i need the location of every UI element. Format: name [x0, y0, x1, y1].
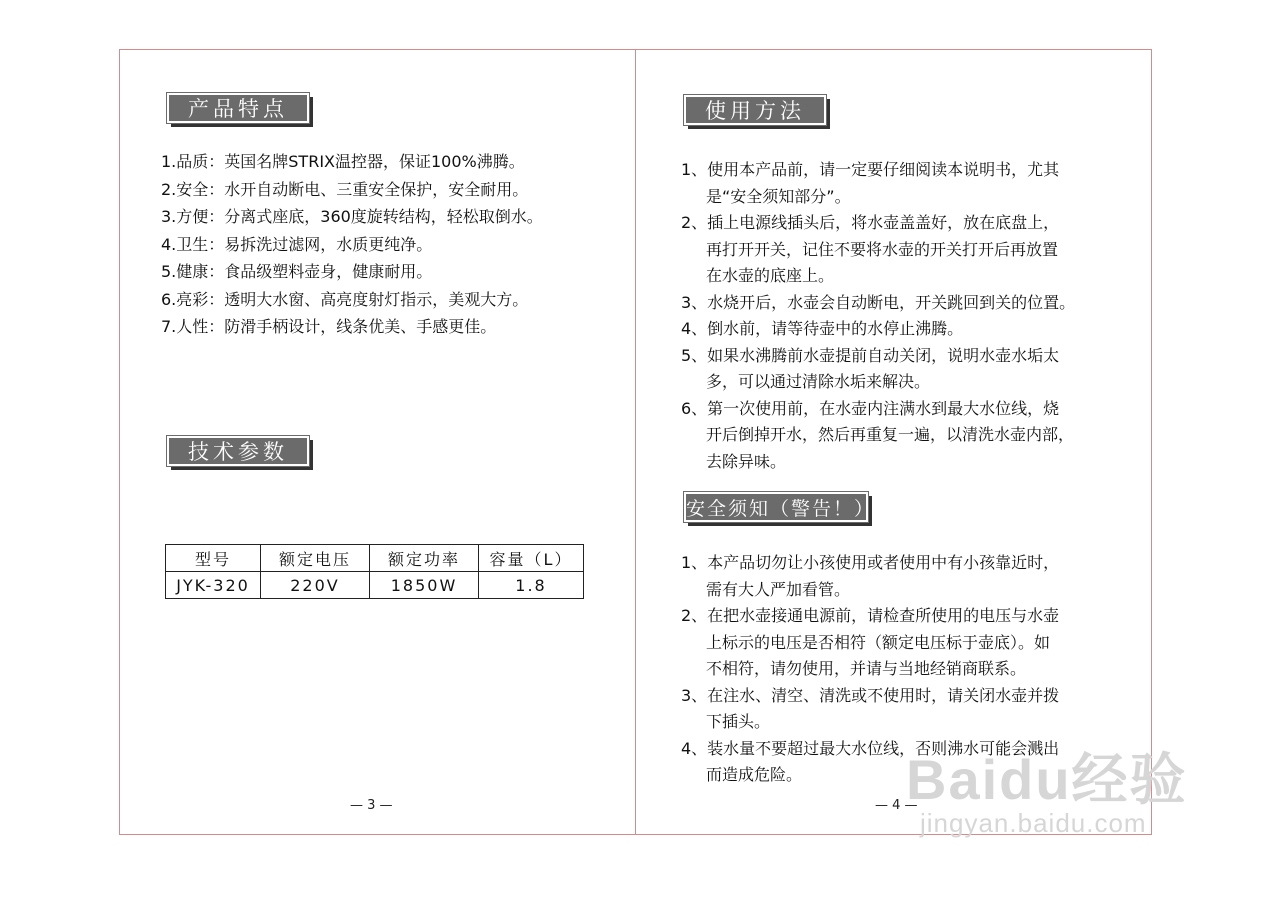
spec-table-row	[166, 572, 584, 599]
usage-item-first-line: 4、倒水前，请等待壶中的水停止沸腾。	[681, 319, 964, 338]
spec-header-model: 型号	[166, 545, 261, 572]
spec-cell-voltage: 220V	[261, 572, 370, 599]
page-number-right: — 4 —	[875, 798, 918, 813]
usage-item-continuation-line: 去除异味。	[706, 451, 787, 471]
usage-item	[681, 290, 1075, 317]
usage-list	[681, 157, 1075, 475]
features-heading	[167, 93, 309, 123]
safety-item-continuation-line: 下插头。	[706, 712, 771, 731]
page-number-left: — 3 —	[350, 798, 393, 813]
usage-item-continuation-line: 是“安全须知部分”。	[706, 186, 851, 206]
safety-item-first-line: 2、在把水壶接通电源前，请检查所使用的电压与水壶	[681, 606, 1060, 625]
safety-item-continuation-line: 上标示的电压是否相符（额定电压标于壶底）。如	[706, 632, 1051, 652]
spec-heading-text: 技术参数	[188, 440, 288, 464]
spec-heading	[167, 436, 309, 466]
feature-item: 5.健康：食品级塑料壶身，健康耐用。	[161, 262, 433, 281]
usage-item-continuation-line: 多，可以通过清除水垢来解决。	[706, 372, 931, 391]
usage-heading-text: 使用方法	[705, 99, 805, 123]
spec-header-voltage: 额定电压	[261, 545, 370, 572]
safety-list	[681, 550, 1059, 789]
safety-item-continuation-line: 而造成危险。	[706, 765, 803, 784]
safety-item	[681, 550, 1059, 603]
usage-item-first-line: 5、如果水沸腾前水壶提前自动关闭，说明水壶水垢太	[681, 345, 1060, 365]
feature-item: 1.品质：英国名牌STRIX温控器，保证100%沸腾。	[161, 152, 525, 171]
safety-item-continuation-line: 不相符，请勿使用，并请与当地经销商联系。	[706, 659, 1027, 678]
safety-item-first-line: 1、本产品切勿让小孩使用或者使用中有小孩靠近时，	[681, 553, 1060, 572]
feature-item: 6.亮彩：透明大水窗、高亮度射灯指示，美观大方。	[161, 289, 529, 309]
usage-item	[681, 210, 1075, 290]
features-list	[161, 148, 543, 341]
safety-item-continuation-line: 需有大人严加看管。	[706, 579, 851, 599]
usage-item-continuation-line: 开后倒掉开水，然后再重复一遍，以清洗水壶内部，	[706, 425, 1075, 444]
safety-item-first-line: 3、在注水、清空、清洗或不使用时，请关闭水壶并拨	[681, 685, 1060, 705]
usage-item-first-line: 3、水烧开后，水壶会自动断电，开关跳回到关的位置。	[681, 292, 1076, 312]
watermark-logo: Baidu经验	[906, 748, 1188, 811]
feature-item: 4.卫生：易拆洗过滤网，水质更纯净。	[161, 234, 433, 254]
safety-item	[681, 603, 1059, 683]
spec-cell-power: 1850W	[370, 572, 479, 599]
safety-heading	[684, 492, 876, 522]
safety-item	[681, 736, 1059, 789]
safety-item	[681, 683, 1059, 736]
usage-item-first-line: 1、使用本产品前，请一定要仔细阅读本说明书，尤其	[681, 160, 1060, 179]
spec-header-capacity: 容量（L）	[479, 545, 584, 572]
spec-table-header-row	[166, 545, 584, 572]
feature-item: 3.方便：分离式座底，360度旋转结构，轻松取倒水。	[161, 207, 543, 226]
spec-cell-model: JYK-320	[166, 572, 261, 599]
safety-heading-text: 安全须知（警告！）	[686, 497, 876, 520]
usage-item-continuation-line: 再打开开关，记住不要将水壶的开关打开后再放置	[706, 239, 1059, 259]
usage-item	[681, 343, 1075, 396]
spec-table	[165, 544, 584, 599]
usage-item-first-line: 2、插上电源线插头后，将水壶盖盖好，放在底盘上，	[681, 213, 1060, 232]
usage-item	[681, 396, 1075, 476]
usage-item	[681, 316, 1075, 343]
usage-heading	[684, 95, 826, 125]
usage-item	[681, 157, 1075, 210]
features-heading-text: 产品特点	[188, 97, 288, 121]
feature-item: 7.人性：防滑手柄设计，线条优美、手感更佳。	[161, 317, 497, 336]
spec-header-power: 额定功率	[370, 545, 479, 572]
usage-item-continuation-line: 在水壶的底座上。	[706, 266, 835, 285]
usage-item-first-line: 6、第一次使用前，在水壶内注满水到最大水位线，烧	[681, 398, 1060, 418]
safety-item-first-line: 4、装水量不要超过最大水位线，否则沸水可能会溅出	[681, 738, 1060, 758]
spec-cell-capacity: 1.8	[479, 572, 584, 599]
feature-item: 2.安全：水开自动断电、三重安全保护，安全耐用。	[161, 179, 529, 199]
watermark-url: jingyan.baidu.com	[920, 808, 1147, 838]
